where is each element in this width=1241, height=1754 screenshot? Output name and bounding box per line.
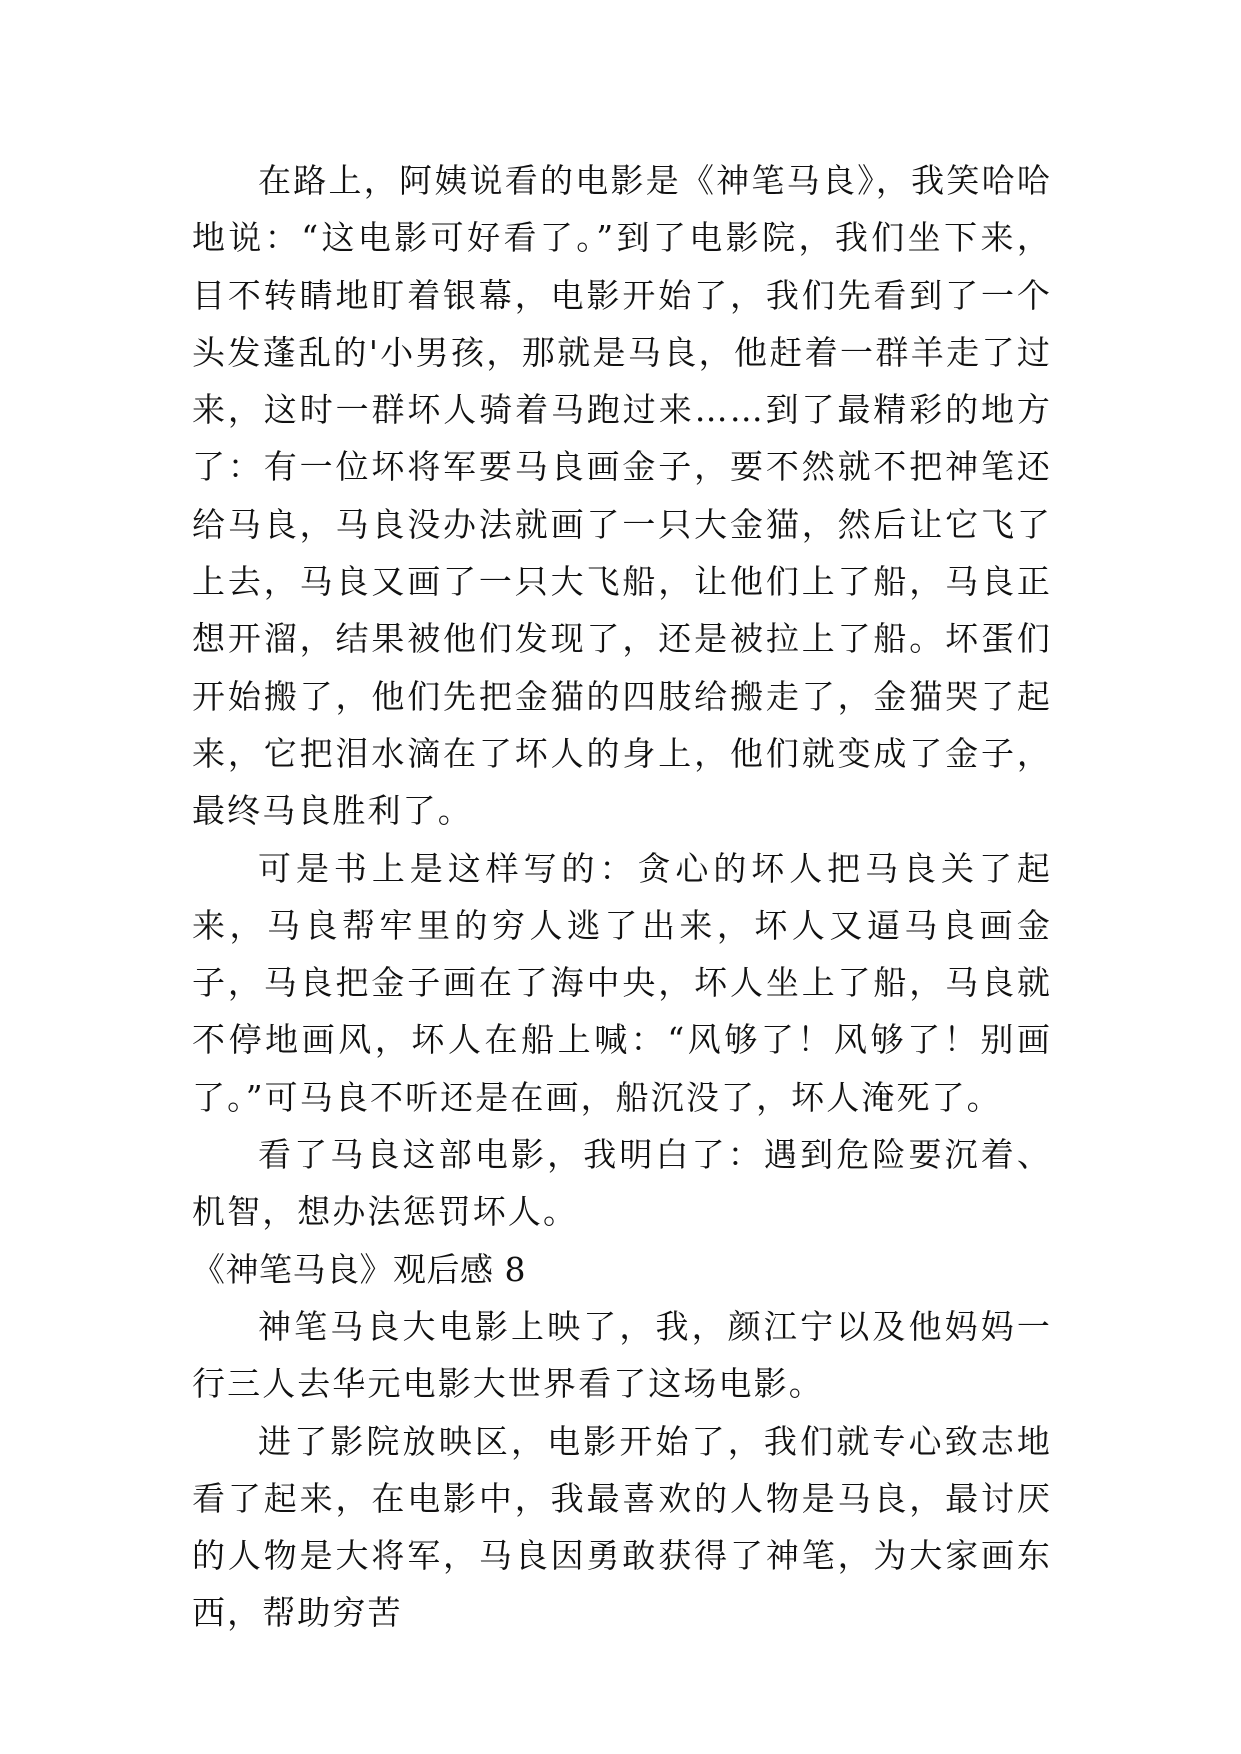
paragraph-movie-story: 在路上，阿姨说看的电影是《神笔马良》，我笑哈哈地说：“这电影可好看了。”到了电影院，我们坐下来，目不转睛地盯着银幕，电影开始了，我们先看到了一个头发蓬乱的'小男孩，那就是马良，他赶着一群羊走了过来，这时一群坏人骑着马跑过来……到了最精彩的地方了：有一位坏将军要马良画金子，要不然就不把神笔还给马良，马良没办法就画了一只大金猫，然后让它飞了上去，马良又画了一只大飞船，让他们上了船，马良正想开溜，结果被他们发现了，还是被拉上了船。坏蛋们开始搬了，他们先把金猫的四肢给搬走了，金猫哭了起来，它把泪水滴在了坏人的身上，他们就变成了金子，最终马良胜利了。	[192, 161, 1052, 831]
paragraph-book-story: 可是书上是这样写的：贪心的坏人把马良关了起来，马良帮牢里的穷人逃了出来，坏人又逼马良画金子，马良把金子画在了海中央，坏人坐上了船，马良就不停地画风，坏人在船上喊：“风够了！风够了！别画了。”可马良不听还是在画，船沉没了，坏人淹死了。	[192, 848, 1052, 1117]
paragraph-favorite-character: 进了影院放映区，电影开始了，我们就专心致志地看了起来，在电影中，我最喜欢的人物是马良，最讨厌的人物是大将军，马良因勇敢获得了神笔，为大家画东西，帮助穷苦	[192, 1421, 1052, 1633]
document-page	[192, 152, 1052, 1642]
paragraph-lesson: 看了马良这部电影，我明白了：遇到危险要沉着、机智，想办法惩罚坏人。	[192, 1135, 1052, 1232]
paragraph-cinema-visit: 神笔马良大电影上映了，我，颜江宁以及他妈妈一行三人去华元电影大世界看了这场电影。	[192, 1306, 1052, 1404]
section-title: 《神笔马良》观后感 8	[192, 1249, 526, 1289]
